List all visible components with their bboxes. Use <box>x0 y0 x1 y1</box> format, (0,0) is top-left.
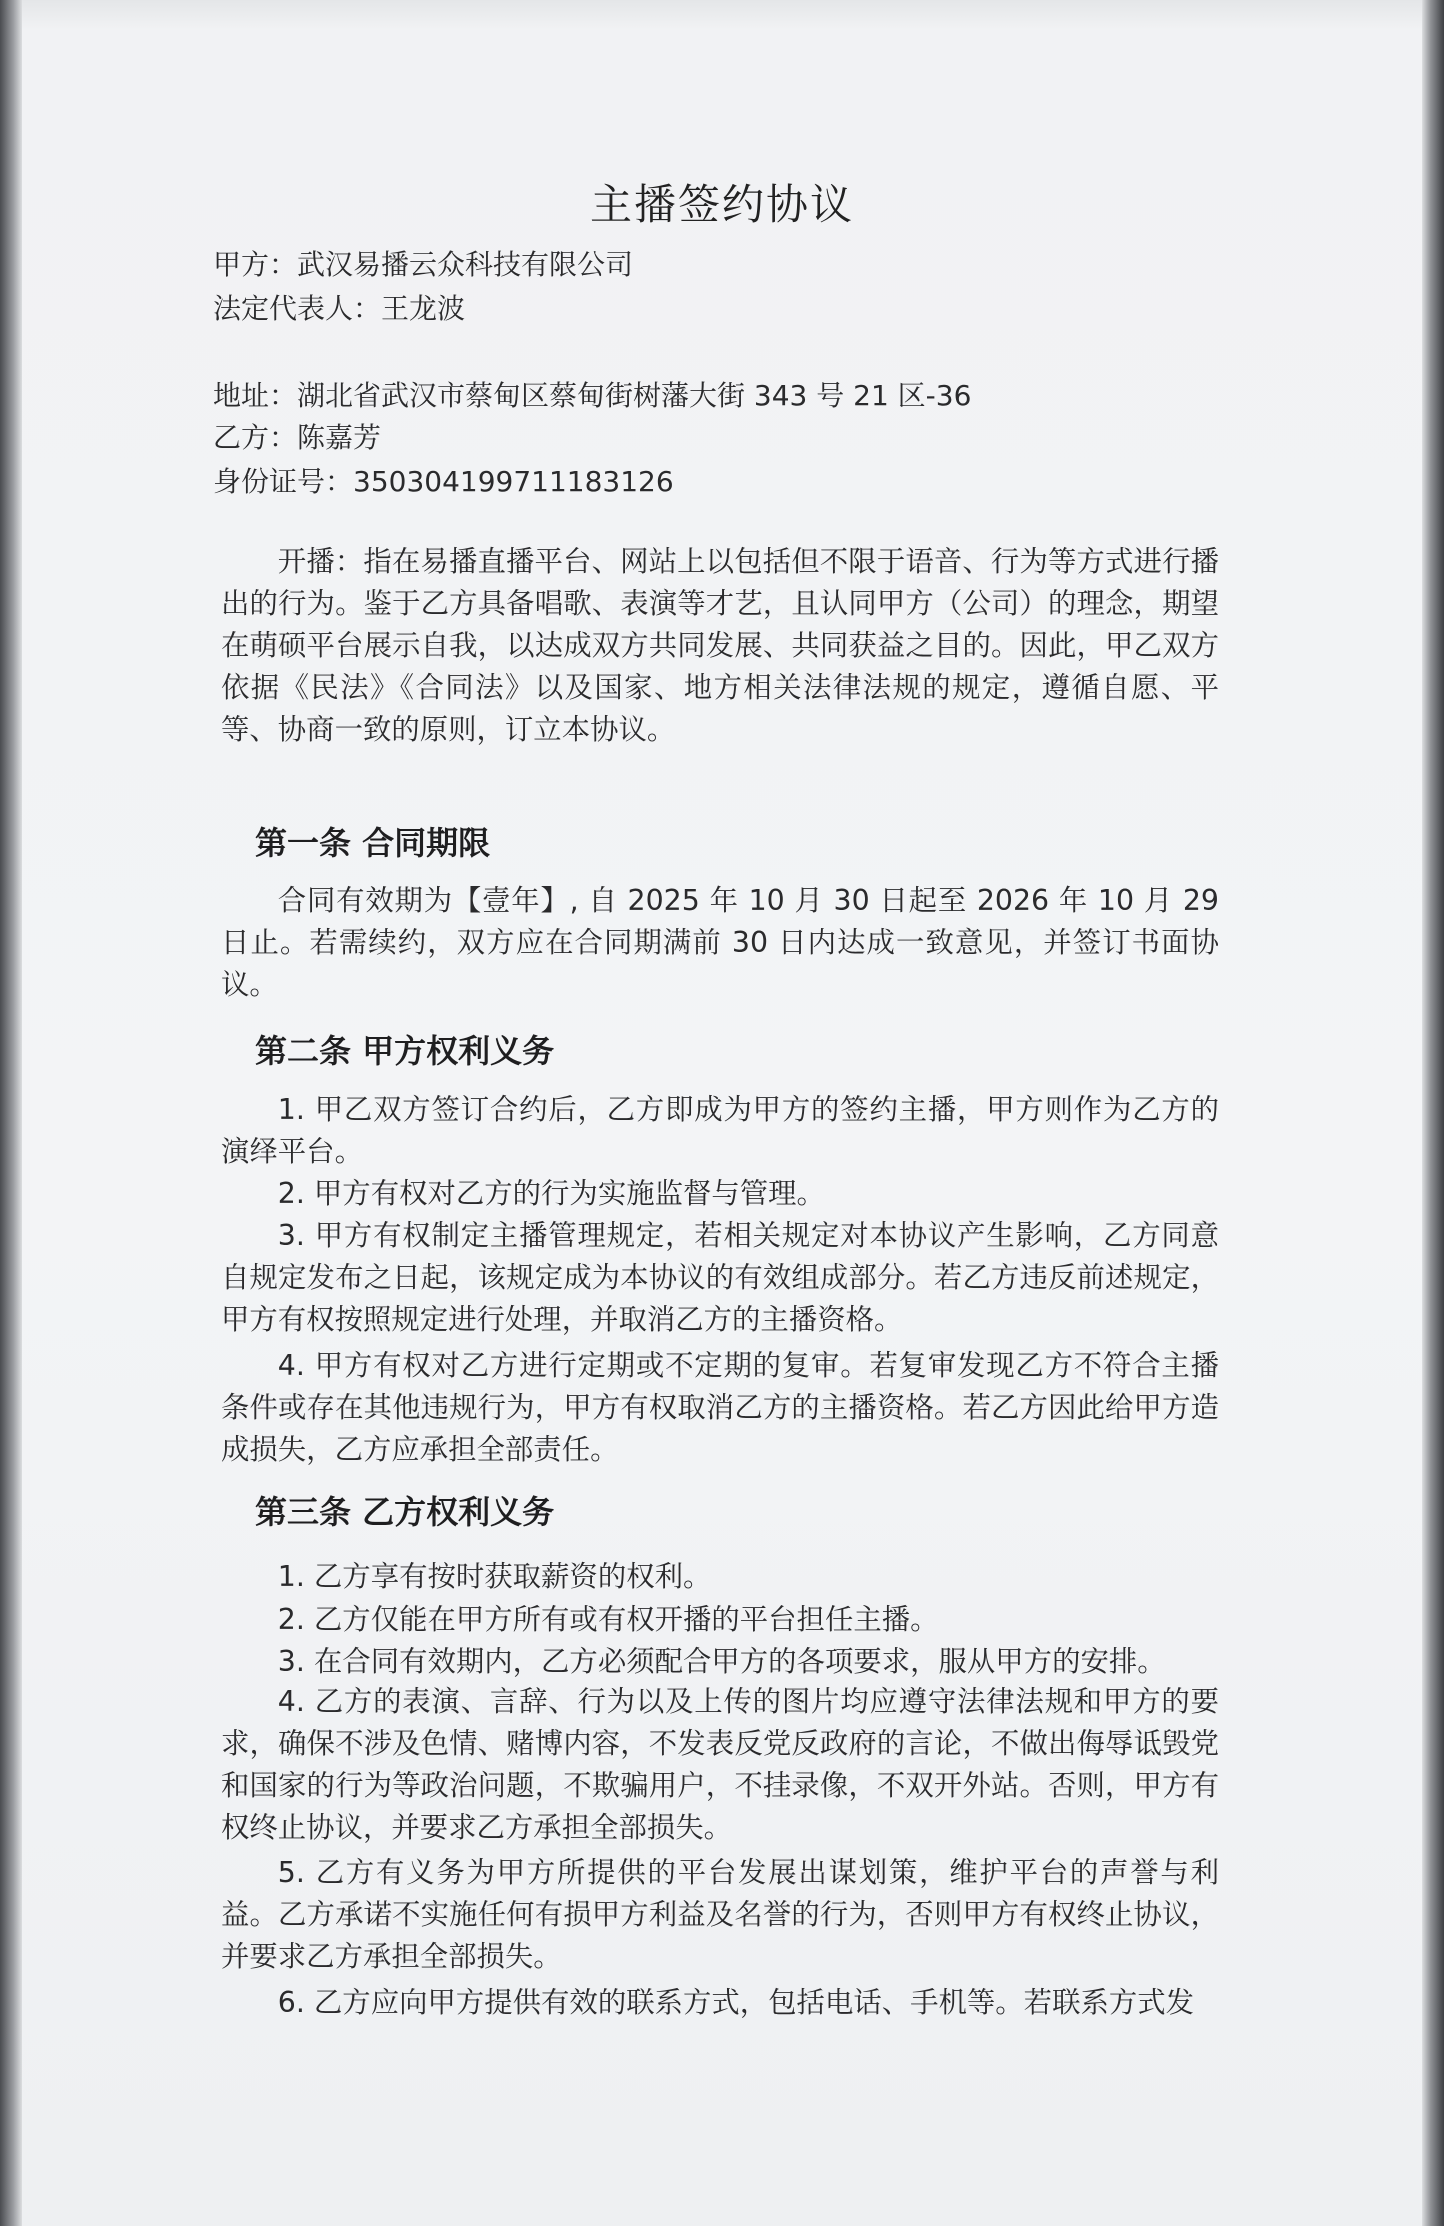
article-3-item-4: 4. 乙方的表演、言辞、行为以及上传的图片均应遵守法律法规和甲方的要求，确保不涉及色情、赌博内容，不发表反党反政府的言论，不做出侮辱诋毁党和国家的行为等政治问题，不欺骗用户，不挂录像，不双开外站。否则，甲方有权终止协议，并要求乙方承担全部损失。 <box>221 1685 1219 1844</box>
article-2-item-4: 4. 甲方有权对乙方进行定期或不定期的复审。若复审发现乙方不符合主播条件或存在其他违规行为，甲方有权取消乙方的主播资格。若乙方因此给甲方造成损失，乙方应承担全部责任。 <box>221 1349 1219 1466</box>
article-2-item-1: 1. 甲乙双方签订合约后，乙方即成为甲方的签约主播，甲方则作为乙方的演绎平台。 <box>221 1093 1219 1168</box>
party-a: 甲方：武汉易播云众科技有限公司 <box>213 248 634 281</box>
article-1-paragraph: 合同有效期为【壹年】, 自 2025 年 10 月 30 日起至 2026 年 10 月 29 日止。若需续约，双方应在合同期满前 30 日内达成一致意见，并签订书面协议。 <box>221 884 1219 1001</box>
article-1-heading: 第一条 合同期限 <box>255 824 491 862</box>
article-3-item-2: 2. 乙方仅能在甲方所有或有权开播的平台担任主播。 <box>277 1603 939 1636</box>
address: 地址：湖北省武汉市蔡甸区蔡甸街树藩大街 343 号 21 区-36 <box>213 379 972 412</box>
document-title: 主播签约协议 <box>589 180 854 229</box>
article-3-item-5: 5. 乙方有义务为甲方所提供的平台发展出谋划策，维护平台的声誉与利益。乙方承诺不实施任何有损甲方利益及名誉的行为，否则甲方有权终止协议，并要求乙方承担全部损失。 <box>221 1856 1219 1973</box>
legal-representative: 法定代表人：王龙波 <box>213 292 466 325</box>
article-3-item-3: 3. 在合同有效期内，乙方必须配合甲方的各项要求，服从甲方的安排。 <box>277 1645 1166 1678</box>
id-number: 身份证号：350304199711183126 <box>213 465 674 498</box>
article-3-item-6: 6. 乙方应向甲方提供有效的联系方式，包括电话、手机等。若联系方式发 <box>277 1986 1195 2019</box>
party-b: 乙方：陈嘉芳 <box>213 421 382 454</box>
article-3-item-1: 1. 乙方享有按时获取薪资的权利。 <box>277 1560 712 1593</box>
preamble: 开播：指在易播直播平台、网站上以包括但不限于语音、行为等方式进行播出的行为。鉴于乙方具备唱歌、表演等才艺，且认同甲方（公司）的理念，期望在萌硕平台展示自我，以达成双方共同发展、共同获益之目的。因此，甲乙双方依据《民法》《合同法》以及国家、地方相关法律法规的规定，遵循自愿、平等、协商一致的原则，订立本协议。 <box>221 545 1219 746</box>
scan-edge-left <box>0 0 22 2226</box>
article-2-heading: 第二条 甲方权利义务 <box>255 1032 555 1070</box>
article-2-item-2: 2. 甲方有权对乙方的行为实施监督与管理。 <box>277 1177 825 1210</box>
scan-edge-right <box>1422 0 1444 2226</box>
article-2-item-3: 3. 甲方有权制定主播管理规定，若相关规定对本协议产生影响，乙方同意自规定发布之日起，该规定成为本协议的有效组成部分。若乙方违反前述规定，甲方有权按照规定进行处理，并取消乙方的主播资格。 <box>221 1219 1219 1336</box>
article-3-heading: 第三条 乙方权利义务 <box>255 1493 555 1531</box>
